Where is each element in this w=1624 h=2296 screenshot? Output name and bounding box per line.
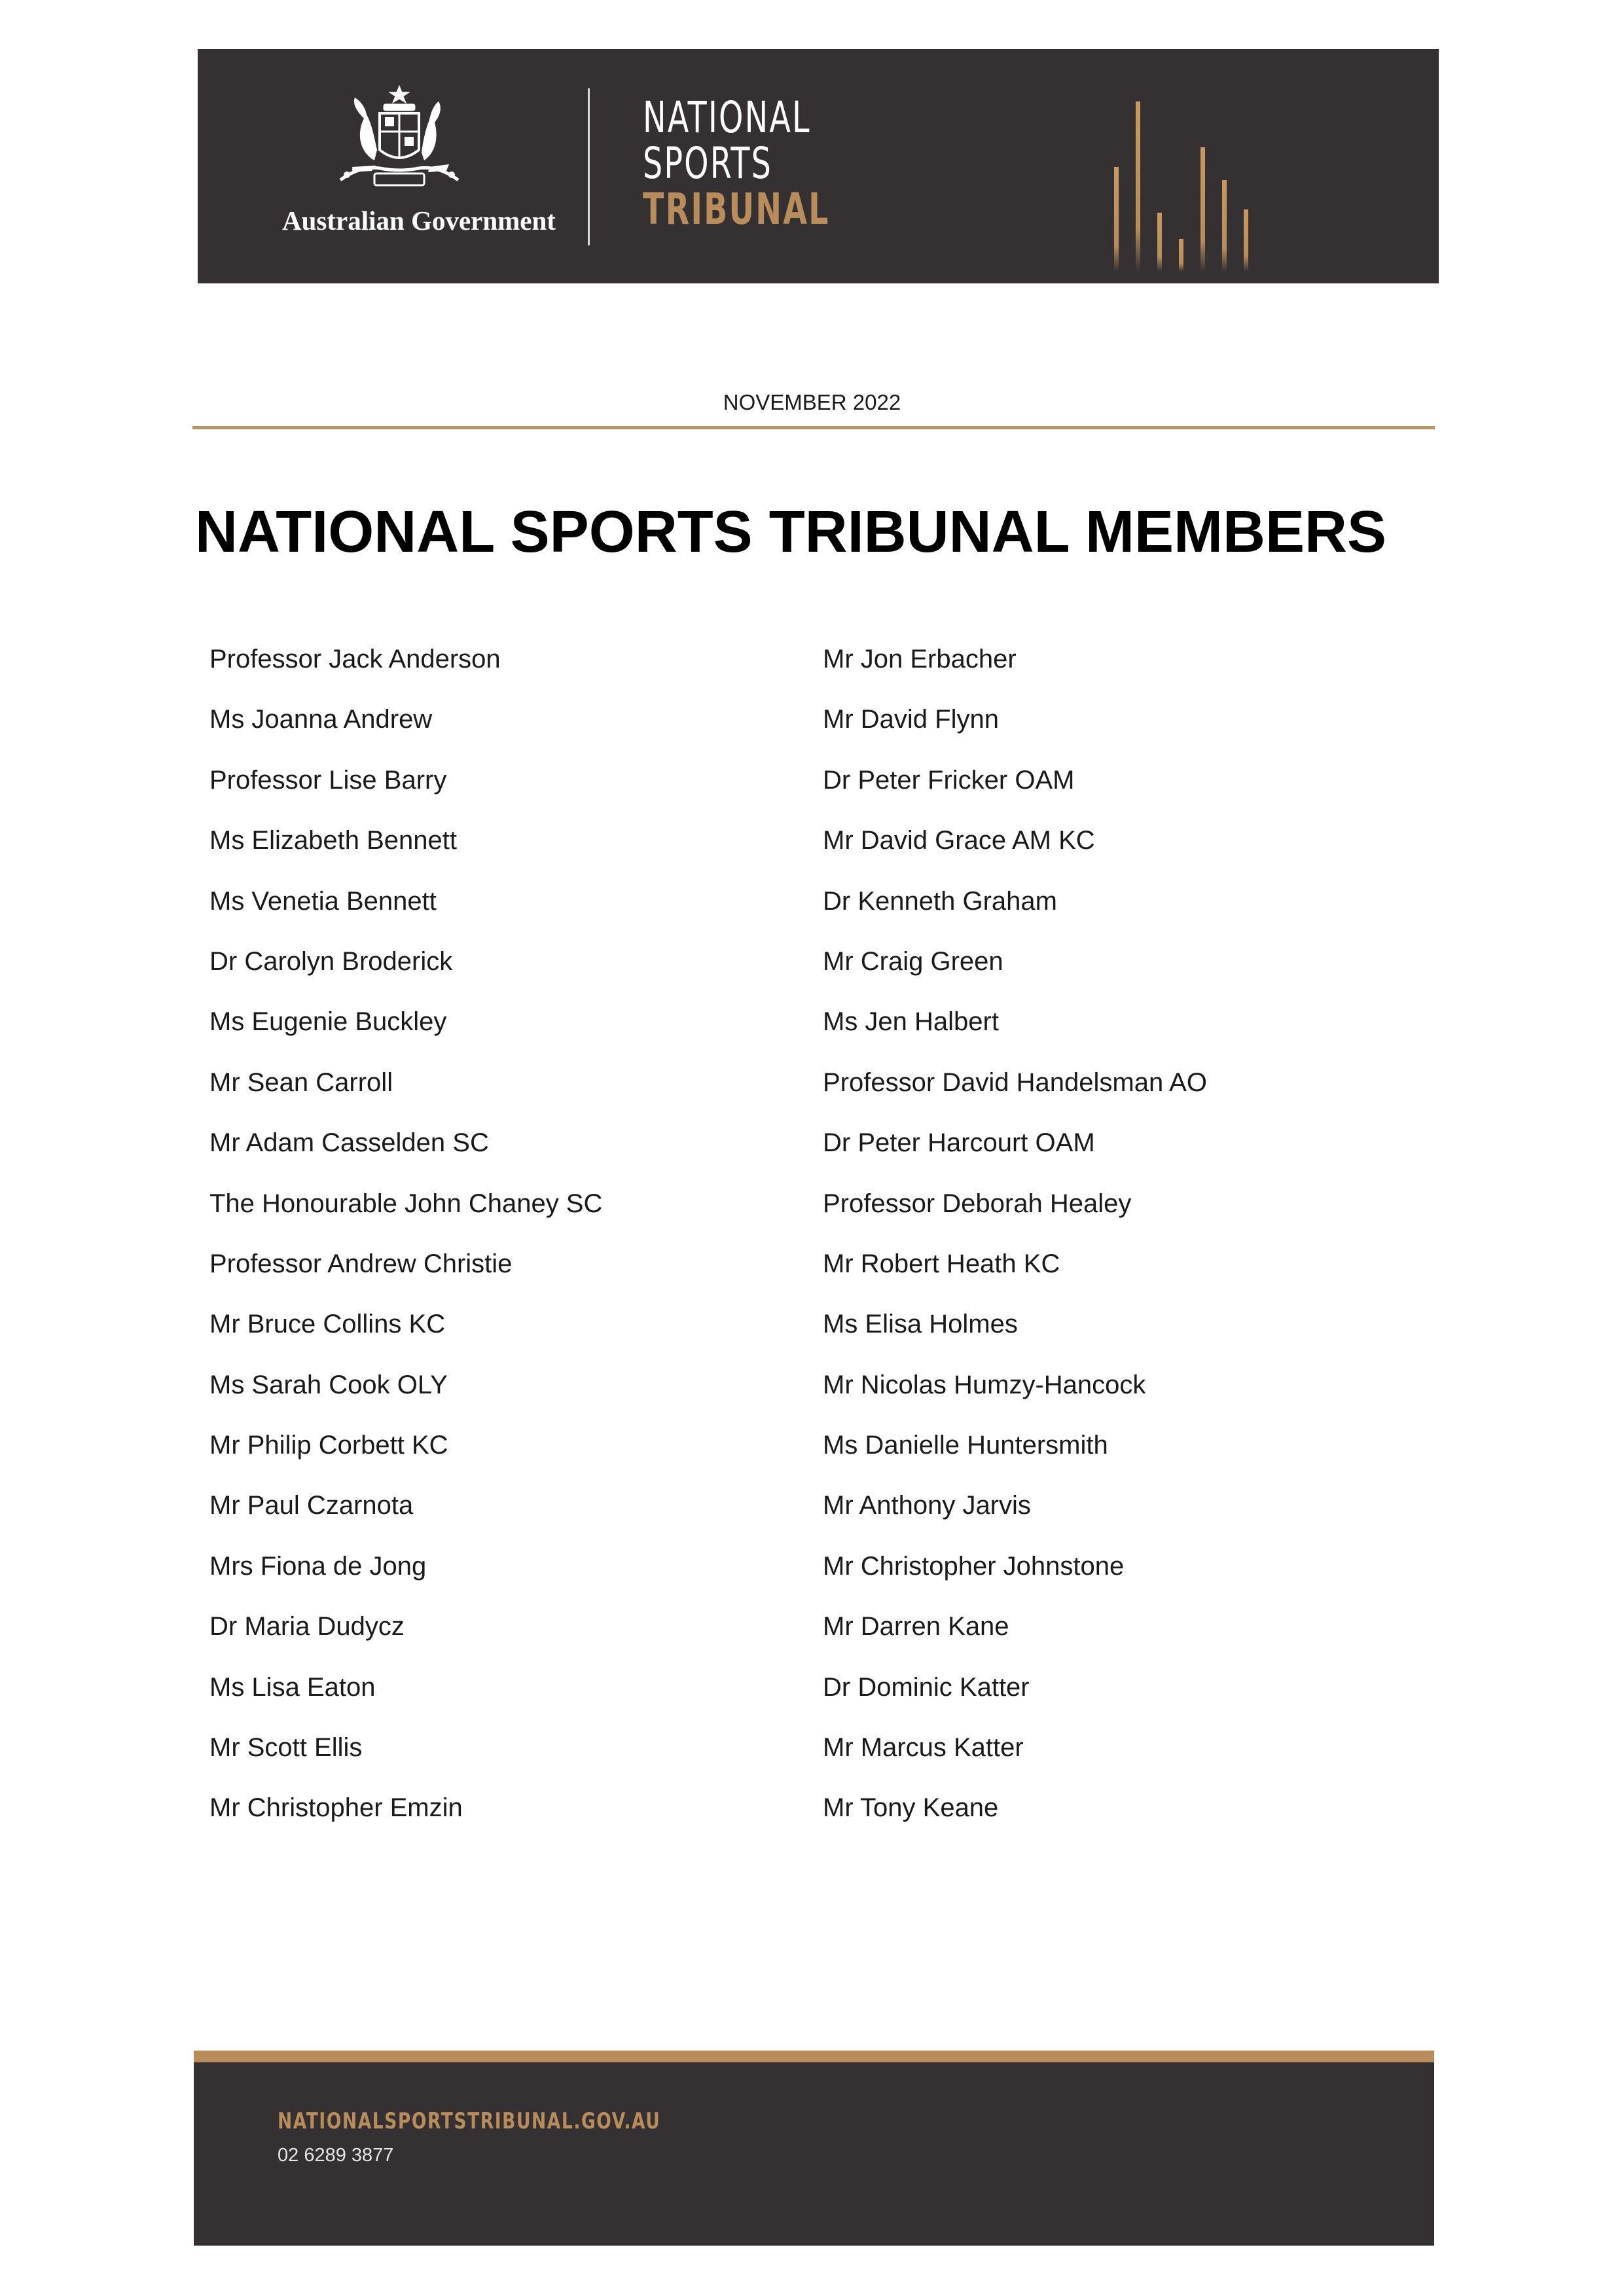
coat-of-arms-icon: [314, 82, 484, 200]
members-list-right: [823, 644, 1425, 1854]
member-name: Dr Peter Harcourt OAM: [823, 1128, 1095, 1158]
member-name: Mr Nicolas Humzy-Hancock: [823, 1370, 1146, 1399]
member-name: The Honourable John Chaney SC: [209, 1189, 603, 1218]
member-name: Mrs Fiona de Jong: [209, 1551, 427, 1581]
header-banner: [198, 49, 1439, 283]
member-name: Mr Christopher Emzin: [209, 1793, 463, 1823]
member-name: Mr Jon Erbacher: [823, 645, 1017, 673]
member-name: Dr Maria Dudycz: [209, 1612, 405, 1641]
decorative-bars-icon: [1114, 75, 1265, 272]
member-name: Dr Dominic Katter: [823, 1672, 1030, 1702]
member-name: Dr Carolyn Broderick: [209, 946, 453, 976]
government-name: Australian Government: [282, 206, 556, 236]
footer: [194, 2062, 1434, 2246]
phone-number: 02 6289 3877: [278, 2145, 394, 2166]
member-name: Mr Adam Casselden SC: [209, 1128, 489, 1158]
member-name: Mr Darren Kane: [823, 1612, 1009, 1641]
member-name: Ms Eugenie Buckley: [209, 1007, 447, 1037]
member-name: Mr Philip Corbett KC: [209, 1431, 448, 1460]
member-name: Ms Elizabeth Bennett: [209, 826, 457, 855]
national-sports-tribunal-logo: [643, 92, 903, 234]
banner-divider: [588, 88, 590, 245]
member-name: Professor Lise Barry: [209, 765, 447, 795]
member-name: Professor Deborah Healey: [823, 1189, 1132, 1218]
member-name: Ms Sarah Cook OLY: [209, 1370, 448, 1399]
member-name: Mr Tony Keane: [823, 1793, 999, 1823]
logo-line-1: NATIONAL: [643, 92, 811, 143]
member-name: Professor Andrew Christie: [209, 1249, 513, 1278]
member-name: Mr David Grace AM KC: [823, 826, 1095, 855]
member-name: Mr Christopher Johnstone: [823, 1551, 1125, 1581]
header-rule: [192, 426, 1435, 429]
logo-line-3: TRIBUNAL: [643, 184, 830, 234]
member-name: Ms Elisa Holmes: [823, 1310, 1018, 1339]
member-name: Mr Craig Green: [823, 946, 1003, 976]
australian-government-logo: [255, 82, 583, 252]
member-name: Ms Jen Halbert: [823, 1007, 999, 1037]
member-name: Mr Sean Carroll: [209, 1067, 393, 1097]
member-name: Dr Kenneth Graham: [823, 886, 1057, 916]
member-name: Mr Marcus Katter: [823, 1733, 1024, 1763]
member-name: Mr Anthony Jarvis: [823, 1491, 1031, 1520]
member-name: Ms Danielle Huntersmith: [823, 1431, 1108, 1460]
logo-line-2: SPORTS: [643, 138, 772, 188]
website-link[interactable]: NATIONALSPORTSTRIBUNAL.GOV.AU: [278, 2108, 661, 2134]
member-name: Ms Venetia Bennett: [209, 886, 437, 916]
member-name: Professor David Handelsman AO: [823, 1067, 1207, 1097]
page-title: NATIONAL SPORTS TRIBUNAL MEMBERS: [195, 499, 1387, 565]
member-name: Professor Jack Anderson: [209, 645, 501, 673]
footer-accent-band: [194, 2051, 1434, 2062]
member-name: Mr Robert Heath KC: [823, 1249, 1060, 1278]
member-name: Mr Bruce Collins KC: [209, 1310, 446, 1339]
member-name: Ms Joanna Andrew: [209, 705, 433, 734]
member-name: Mr Paul Czarnota: [209, 1491, 414, 1520]
member-name: Ms Lisa Eaton: [209, 1672, 376, 1702]
member-name: Dr Peter Fricker OAM: [823, 765, 1075, 795]
member-name: Mr David Flynn: [823, 705, 999, 734]
members-list-left: [209, 644, 799, 1854]
member-name: Mr Scott Ellis: [209, 1733, 363, 1763]
publication-date: NOVEMBER 2022: [723, 390, 901, 414]
